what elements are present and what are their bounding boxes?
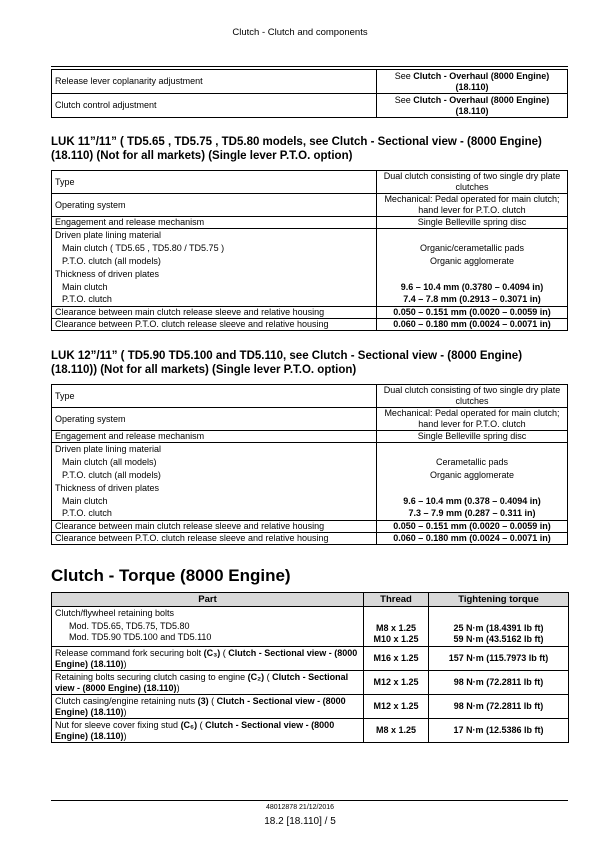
clearance-pto-label: Clearance between P.T.O. clutch release sleeve and relative housing <box>52 319 377 331</box>
table-row <box>52 319 568 331</box>
thickness-main-label: Main clutch <box>52 281 377 294</box>
row-label: Clutch control adjustment <box>52 94 377 118</box>
footer-rule <box>51 800 568 801</box>
table-row <box>52 719 569 743</box>
thickness-main-value: 9.6 – 10.4 mm (0.378 – 0.4094 in) <box>403 495 541 506</box>
lining-pto-value: Organic agglomerate <box>377 469 568 482</box>
lining-pto-value: Organic agglomerate <box>377 255 568 268</box>
bolts-b-thread: M10 x 1.25 <box>373 634 419 644</box>
part-cell: Release command fork securing bolt (C₃) ( Clutch - Sectional view - (8000 Engine) (18.110)) <box>52 647 364 671</box>
lining-main-label: Main clutch (all models) <box>52 456 377 469</box>
type-value: Dual clutch consisting of two single dry plate clutches <box>377 385 568 408</box>
clearance-pto-label: Clearance between P.T.O. clutch release sleeve and relative housing <box>52 533 377 545</box>
table-row <box>52 217 568 229</box>
row-value: See Clutch - Overhaul (8000 Engine) (18.110) <box>377 94 568 118</box>
lining-label: Driven plate lining material <box>52 443 377 456</box>
bolts-a-torque: 25 N·m (18.4391 lb ft) <box>453 623 544 633</box>
thread-cell: M12 x 1.25 <box>364 695 429 719</box>
clearance-main-label: Clearance between main clutch release sleeve and relative housing <box>52 307 377 319</box>
type-value: Dual clutch consisting of two single dry plate clutches <box>377 171 568 194</box>
thickness-pto-value: 7.3 – 7.9 mm (0.287 – 0.311 in) <box>408 508 536 519</box>
col-torque: Tightening torque <box>429 593 569 607</box>
sectional-view-link[interactable]: Clutch - Sectional view - (8000 Engine) (18.110) <box>55 647 358 669</box>
table-row <box>52 521 568 533</box>
lining-main-value: Organic/cerametallic pads <box>377 242 568 255</box>
engagement-value: Single Belleville spring disc <box>377 431 568 443</box>
operating-value: Mechanical: Pedal operated for main clutch; hand lever for P.T.O. clutch <box>377 408 568 431</box>
lining-main-label: Main clutch ( TD5.65 , TD5.80 / TD5.75 ) <box>52 242 377 255</box>
engagement-value: Single Belleville spring disc <box>377 217 568 229</box>
table-row <box>52 307 568 319</box>
doc-code: 48012878 21/12/2016 <box>265 804 335 811</box>
col-thread: Thread <box>364 593 429 607</box>
thickness-main-value: 9.6 – 10.4 mm (0.3780 – 0.4094 in) <box>400 281 544 292</box>
col-part: Part <box>52 593 364 607</box>
part-cell: Nut for sleeve cover fixing stud (C₆) ( Clutch - Sectional view - (8000 Engine) (18.110)) <box>52 719 364 743</box>
table-row <box>52 408 568 431</box>
lining-label: Driven plate lining material <box>52 229 377 242</box>
table-row <box>52 647 569 671</box>
bolts-b-torque: 59 N·m (43.5162 lb ft) <box>453 634 544 644</box>
thread-cell: M12 x 1.25 <box>364 671 429 695</box>
clearance-pto-value: 0.060 – 0.180 mm (0.0024 – 0.0071 in) <box>393 533 551 543</box>
table-row <box>52 385 568 408</box>
section2-spec-table <box>51 384 568 545</box>
thickness-pto-value: 7.4 – 7.8 mm (0.2913 – 0.3071 in) <box>403 294 541 305</box>
type-label: Type <box>52 171 377 194</box>
lining-pto-label: P.T.O. clutch (all models) <box>52 469 377 482</box>
adjustment-table <box>51 69 568 118</box>
part-cell: Retaining bolts securing clutch casing to engine (C₂) ( Clutch - Sectional view - (8000 Engine) (18.110)) <box>52 671 364 695</box>
thickness-main-label: Main clutch <box>52 495 377 508</box>
section1-spec-table <box>51 170 568 331</box>
thickness-pto-label: P.T.O. clutch <box>52 508 377 521</box>
bolts-b-label: Mod. TD5.90 TD5.100 and TD5.110 <box>69 632 212 642</box>
engagement-label: Engagement and release mechanism <box>52 217 377 229</box>
bolts-a-label: Mod. TD5.65, TD5.75, TD5.80 <box>69 621 190 631</box>
operating-label: Operating system <box>52 194 377 217</box>
table-row <box>52 695 569 719</box>
torque-table <box>51 592 569 743</box>
operating-label: Operating system <box>52 408 377 431</box>
operating-value: Mechanical: Pedal operated for main clutch; hand lever for P.T.O. clutch <box>377 194 568 217</box>
sectional-view-link[interactable]: Clutch - Sectional view - (8000 Engine) (18.110) <box>55 719 335 741</box>
lining-main-value: Cerametallic pads <box>377 456 568 469</box>
overhaul-link[interactable]: Clutch - Overhaul (8000 Engine) <box>413 70 550 81</box>
bolts-label: Clutch/flywheel retaining bolts <box>55 608 175 618</box>
torque-cell: 98 N·m (72.2811 lb ft) <box>429 695 569 719</box>
clearance-main-label: Clearance between main clutch release sleeve and relative housing <box>52 521 377 533</box>
table-row <box>52 94 568 118</box>
lining-group <box>52 229 568 307</box>
table-row <box>52 533 568 545</box>
lining-group <box>52 443 568 521</box>
thickness-pto-label: P.T.O. clutch <box>52 294 377 307</box>
thickness-label: Thickness of driven plates <box>52 268 377 281</box>
clearance-pto-value: 0.060 – 0.180 mm (0.0024 – 0.0071 in) <box>393 319 551 329</box>
lining-pto-label: P.T.O. clutch (all models) <box>52 255 377 268</box>
torque-cell: 17 N·m (12.5386 lb ft) <box>429 719 569 743</box>
clearance-main-value: 0.050 – 0.151 mm (0.0020 – 0.0059 in) <box>393 307 551 317</box>
thickness-label: Thickness of driven plates <box>52 482 377 495</box>
sectional-view-link[interactable]: Clutch - Sectional view - (8000 Engine) (18.110) <box>55 671 349 693</box>
table-row <box>52 70 568 94</box>
overhaul-link[interactable]: Clutch - Overhaul (8000 Engine) <box>413 94 550 105</box>
header-rule <box>51 66 568 67</box>
bolts-a-thread: M8 x 1.25 <box>375 623 417 633</box>
table-row <box>52 194 568 217</box>
page-header: Clutch - Clutch and components <box>232 27 368 38</box>
table-row <box>52 607 569 647</box>
section2-heading: LUK 12”/11” ( TD5.90 TD5.100 and TD5.110, see Clutch - Sectional view - (8000 Engine) (18.110)) (Not for all markets) (Single lever P.T.O. option) <box>51 350 523 376</box>
table-row <box>52 671 569 695</box>
torque-cell: 98 N·m (72.2811 lb ft) <box>429 671 569 695</box>
thread-cell: M16 x 1.25 <box>364 647 429 671</box>
torque-cell: 157 N·m (115.7973 lb ft) <box>429 647 569 671</box>
sectional-view-link[interactable]: Clutch - Sectional view - (8000 Engine) (18.110) <box>55 695 346 717</box>
thread-cell: M8 x 1.25 <box>364 719 429 743</box>
table-row <box>52 431 568 443</box>
table-row <box>52 171 568 194</box>
part-cell: Clutch casing/engine retaining nuts (3) ( Clutch - Sectional view - (8000 Engine) (18.110)) <box>52 695 364 719</box>
type-label: Type <box>52 385 377 408</box>
engagement-label: Engagement and release mechanism <box>52 431 377 443</box>
clearance-main-value: 0.050 – 0.151 mm (0.0020 – 0.0059 in) <box>393 521 551 531</box>
section1-heading: LUK 11”/11” ( TD5.65 , TD5.75 , TD5.80 models, see Clutch - Sectional view - (8000 Engine) (18.110) (Not for all markets) (Single lever P.T.O. option) <box>51 136 542 162</box>
torque-heading: Clutch - Torque (8000 Engine) <box>51 566 291 585</box>
page-number: 18.2 [18.110] / 5 <box>264 816 336 827</box>
row-value: See Clutch - Overhaul (8000 Engine) (18.110) <box>377 70 568 94</box>
torque-header-row <box>52 593 569 607</box>
row-label: Release lever coplanarity adjustment <box>52 70 377 94</box>
